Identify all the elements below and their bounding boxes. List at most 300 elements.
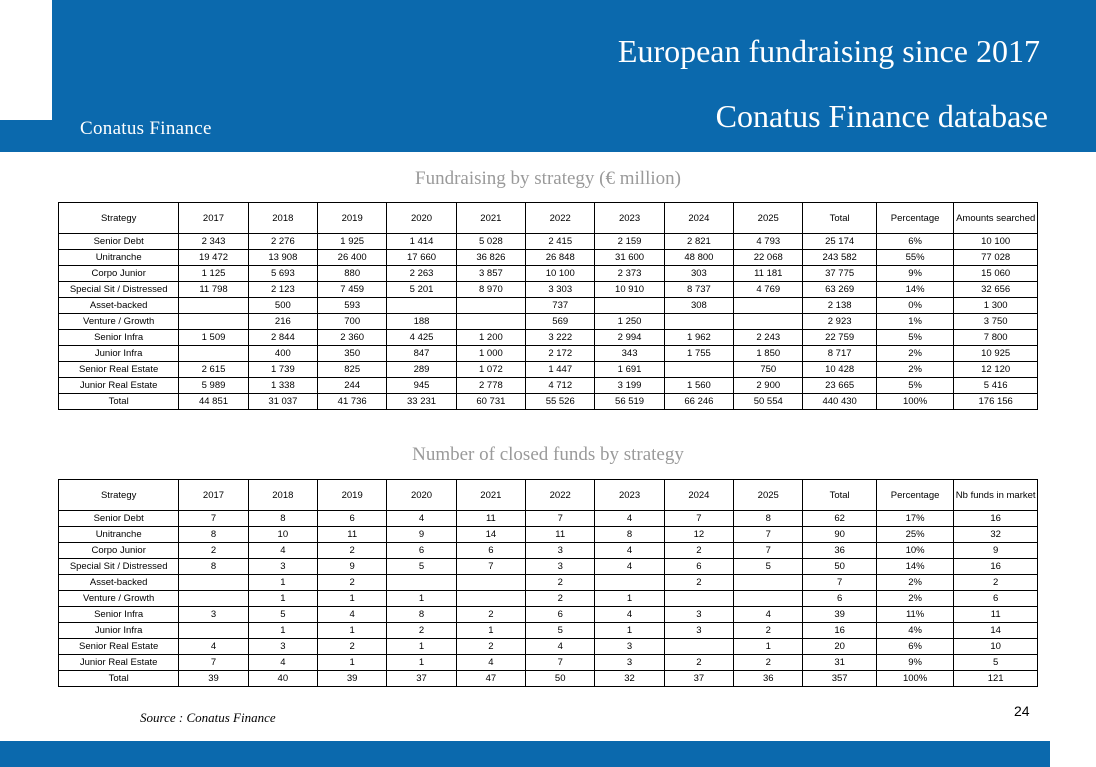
table-cell: [456, 314, 525, 330]
table-cell: 36: [803, 543, 876, 559]
table-cell: [664, 362, 733, 378]
table-cell: [664, 591, 733, 607]
table-cell: 700: [318, 314, 387, 330]
table-cell: 216: [248, 314, 317, 330]
table-cell: 569: [526, 314, 595, 330]
table-cell: 39: [318, 671, 387, 687]
table-cell: 3: [248, 639, 317, 655]
table-cell: 48 800: [664, 250, 733, 266]
table-cell: 1 338: [248, 378, 317, 394]
table-cell: 1 560: [664, 378, 733, 394]
row-header-cell: Venture / Growth: [59, 314, 179, 330]
table-cell: 2 994: [595, 330, 664, 346]
table-cell: 10 428: [803, 362, 876, 378]
table-cell: 2 415: [526, 234, 595, 250]
page-number: 24: [1014, 703, 1030, 719]
table-cell: 25%: [876, 527, 954, 543]
table-cell: 2 923: [803, 314, 876, 330]
table-cell: 26 848: [526, 250, 595, 266]
table-cell: 2: [526, 575, 595, 591]
table-cell: 11: [456, 511, 525, 527]
table-cell: 22 068: [734, 250, 803, 266]
table-cell: 2 343: [179, 234, 248, 250]
table-cell: 7: [803, 575, 876, 591]
table-cell: 50 554: [734, 394, 803, 410]
table-cell: 55 526: [526, 394, 595, 410]
column-header: 2020: [387, 480, 456, 511]
table-cell: 37: [387, 671, 456, 687]
table-cell: 8: [734, 511, 803, 527]
table-cell: 9: [387, 527, 456, 543]
table-cell: 41 736: [318, 394, 387, 410]
table-cell: 6%: [876, 234, 954, 250]
table-cell: 2 243: [734, 330, 803, 346]
table-row: [59, 346, 1038, 362]
row-header-cell: Corpo Junior: [59, 543, 179, 559]
fundraising-by-strategy-table: [58, 202, 1038, 410]
column-header: Strategy: [59, 480, 179, 511]
column-header: Percentage: [876, 203, 954, 234]
table-cell: 32: [595, 671, 664, 687]
row-header-cell: Senior Real Estate: [59, 639, 179, 655]
table-cell: 5: [387, 559, 456, 575]
table-cell: 6: [954, 591, 1038, 607]
row-header-cell: Junior Infra: [59, 346, 179, 362]
table-row: [59, 266, 1038, 282]
table-cell: 50: [526, 671, 595, 687]
table-cell: 5%: [876, 378, 954, 394]
table-cell: 10: [248, 527, 317, 543]
table-row: [59, 527, 1038, 543]
row-header-cell: Asset-backed: [59, 575, 179, 591]
row-header-cell: Total: [59, 671, 179, 687]
table-cell: [456, 591, 525, 607]
table-cell: 1: [318, 623, 387, 639]
table-row: [59, 282, 1038, 298]
table-row: [59, 314, 1038, 330]
table-cell: 20: [803, 639, 876, 655]
table-cell: 500: [248, 298, 317, 314]
table-cell: 2 172: [526, 346, 595, 362]
table-cell: 16: [803, 623, 876, 639]
table-cell: [387, 575, 456, 591]
table-cell: 3 857: [456, 266, 525, 282]
table-cell: 1 000: [456, 346, 525, 362]
table-cell: 8 737: [664, 282, 733, 298]
table-cell: 17%: [876, 511, 954, 527]
table-cell: 4: [595, 511, 664, 527]
table-cell: 26 400: [318, 250, 387, 266]
table-cell: 3: [595, 639, 664, 655]
row-header-cell: Senior Infra: [59, 607, 179, 623]
table-cell: 9: [318, 559, 387, 575]
table-cell: 5 416: [954, 378, 1038, 394]
column-header: Percentage: [876, 480, 954, 511]
table-cell: 11: [954, 607, 1038, 623]
table-cell: 5 693: [248, 266, 317, 282]
table-cell: 1: [387, 591, 456, 607]
row-header-cell: Senior Real Estate: [59, 362, 179, 378]
column-header: 2017: [179, 203, 248, 234]
table-cell: 1: [318, 591, 387, 607]
table-cell: 1: [387, 655, 456, 671]
table-cell: 7: [526, 655, 595, 671]
table-cell: 1 962: [664, 330, 733, 346]
table-cell: [179, 623, 248, 639]
table-cell: 3: [664, 623, 733, 639]
row-header-cell: Senior Debt: [59, 234, 179, 250]
table-cell: 2%: [876, 591, 954, 607]
table-row: [59, 543, 1038, 559]
table-cell: 243 582: [803, 250, 876, 266]
table-cell: 1 300: [954, 298, 1038, 314]
table-cell: 289: [387, 362, 456, 378]
table-cell: 1 200: [456, 330, 525, 346]
table-cell: 1: [318, 655, 387, 671]
table-cell: 4: [595, 607, 664, 623]
table-cell: 1 072: [456, 362, 525, 378]
table-cell: 31: [803, 655, 876, 671]
table-cell: 3: [595, 655, 664, 671]
table-cell: 4: [179, 639, 248, 655]
table-cell: 9%: [876, 655, 954, 671]
table-cell: 25 174: [803, 234, 876, 250]
table-cell: 5 028: [456, 234, 525, 250]
table-cell: 1 509: [179, 330, 248, 346]
table-cell: 10: [954, 639, 1038, 655]
table-cell: 2: [734, 623, 803, 639]
column-header: 2022: [526, 480, 595, 511]
row-header-cell: Unitranche: [59, 527, 179, 543]
table-cell: 2: [179, 543, 248, 559]
table-cell: 7: [734, 527, 803, 543]
table-cell: 750: [734, 362, 803, 378]
table-cell: 50: [803, 559, 876, 575]
table-cell: 8: [179, 527, 248, 543]
table-cell: 7 459: [318, 282, 387, 298]
table-cell: 5: [526, 623, 595, 639]
table-cell: 6%: [876, 639, 954, 655]
table-cell: 4: [526, 639, 595, 655]
footer-right-notch: [1050, 741, 1096, 767]
table-row: [59, 607, 1038, 623]
table-cell: 62: [803, 511, 876, 527]
column-header: 2020: [387, 203, 456, 234]
table-cell: 77 028: [954, 250, 1038, 266]
table-cell: [595, 298, 664, 314]
table-cell: [595, 575, 664, 591]
table-cell: 0%: [876, 298, 954, 314]
table-cell: 188: [387, 314, 456, 330]
table-cell: 1: [734, 639, 803, 655]
table-cell: 2: [526, 591, 595, 607]
table-cell: 2 615: [179, 362, 248, 378]
table-cell: 4 793: [734, 234, 803, 250]
table-cell: 1: [248, 591, 317, 607]
column-header: 2018: [248, 203, 317, 234]
table-cell: 5 201: [387, 282, 456, 298]
table-cell: 4: [248, 543, 317, 559]
table-cell: 1 414: [387, 234, 456, 250]
table-cell: 350: [318, 346, 387, 362]
table-cell: 1 739: [248, 362, 317, 378]
row-header-cell: Senior Debt: [59, 511, 179, 527]
table-cell: 32 656: [954, 282, 1038, 298]
table-cell: 244: [318, 378, 387, 394]
table-row: [59, 378, 1038, 394]
table-cell: 56 519: [595, 394, 664, 410]
table-cell: 6: [664, 559, 733, 575]
table-cell: [456, 298, 525, 314]
closed-funds-table-container: [58, 479, 1038, 687]
table-cell: 11 798: [179, 282, 248, 298]
table-cell: 36: [734, 671, 803, 687]
table-cell: 2 138: [803, 298, 876, 314]
table-cell: 37 775: [803, 266, 876, 282]
table-cell: 4 425: [387, 330, 456, 346]
table-cell: 33 231: [387, 394, 456, 410]
table-cell: 2: [734, 655, 803, 671]
source-note: Source : Conatus Finance: [140, 710, 276, 725]
table-cell: 7: [526, 511, 595, 527]
table-cell: 3: [248, 559, 317, 575]
table-cell: 5 989: [179, 378, 248, 394]
table-body: [59, 234, 1038, 410]
table-cell: 4: [318, 607, 387, 623]
table-cell: 2%: [876, 362, 954, 378]
column-header: 2019: [318, 480, 387, 511]
table-cell: 14: [456, 527, 525, 543]
column-header: 2025: [734, 480, 803, 511]
column-header: 2018: [248, 480, 317, 511]
table-cell: 3: [664, 607, 733, 623]
table-cell: [456, 575, 525, 591]
table-cell: [387, 298, 456, 314]
table-cell: 11%: [876, 607, 954, 623]
column-header: 2024: [664, 480, 733, 511]
table-cell: 63 269: [803, 282, 876, 298]
table-cell: 31 037: [248, 394, 317, 410]
table-cell: 847: [387, 346, 456, 362]
column-header: Total: [803, 203, 876, 234]
table-cell: 8: [387, 607, 456, 623]
table-cell: 40: [248, 671, 317, 687]
table-row: [59, 330, 1038, 346]
table-cell: 37: [664, 671, 733, 687]
column-header: 2019: [318, 203, 387, 234]
table-cell: 1 691: [595, 362, 664, 378]
table-cell: 16: [954, 511, 1038, 527]
column-header: Total: [803, 480, 876, 511]
footer-band: [0, 741, 1096, 767]
table-cell: 2%: [876, 575, 954, 591]
table-cell: 1 850: [734, 346, 803, 362]
table-row: [59, 362, 1038, 378]
row-header-cell: Senior Infra: [59, 330, 179, 346]
table-cell: 7: [664, 511, 733, 527]
column-header: Nb funds in market: [954, 480, 1038, 511]
table-cell: 6: [456, 543, 525, 559]
table-cell: 3 750: [954, 314, 1038, 330]
table-cell: 2 360: [318, 330, 387, 346]
table-cell: 31 600: [595, 250, 664, 266]
table-cell: 2 276: [248, 234, 317, 250]
table-cell: 36 826: [456, 250, 525, 266]
table-row: [59, 639, 1038, 655]
table-cell: 7: [734, 543, 803, 559]
table-cell: 13 908: [248, 250, 317, 266]
table-cell: 1 447: [526, 362, 595, 378]
table-cell: 11: [526, 527, 595, 543]
table-header-row: [59, 480, 1038, 511]
table-row: [59, 559, 1038, 575]
table-cell: 3 199: [595, 378, 664, 394]
table-cell: 2%: [876, 346, 954, 362]
table-cell: 7 800: [954, 330, 1038, 346]
table-cell: 23 665: [803, 378, 876, 394]
table-cell: 303: [664, 266, 733, 282]
table-cell: 4: [595, 559, 664, 575]
table-cell: 1: [387, 639, 456, 655]
table-cell: 4: [456, 655, 525, 671]
table-cell: 14%: [876, 559, 954, 575]
table-cell: 593: [318, 298, 387, 314]
table-cell: [179, 298, 248, 314]
table-cell: 737: [526, 298, 595, 314]
table-cell: 5%: [876, 330, 954, 346]
table-cell: [664, 639, 733, 655]
table-cell: 7: [179, 511, 248, 527]
table-cell: 2: [318, 639, 387, 655]
table-cell: 1: [595, 623, 664, 639]
table-cell: 2 821: [664, 234, 733, 250]
table-cell: 2: [664, 655, 733, 671]
table-cell: 14%: [876, 282, 954, 298]
fundraising-table-container: [58, 202, 1038, 410]
table-row: [59, 234, 1038, 250]
table-row: [59, 298, 1038, 314]
table-cell: 3: [179, 607, 248, 623]
table-cell: 4: [387, 511, 456, 527]
section-caption-closed-funds: Number of closed funds by strategy: [412, 444, 684, 465]
table-cell: 2: [664, 543, 733, 559]
table-cell: 825: [318, 362, 387, 378]
table-cell: 7: [179, 655, 248, 671]
table-cell: [179, 591, 248, 607]
table-cell: 4: [595, 543, 664, 559]
table-cell: 2: [456, 607, 525, 623]
row-header-cell: Junior Infra: [59, 623, 179, 639]
table-cell: 945: [387, 378, 456, 394]
table-cell: [734, 314, 803, 330]
table-cell: [664, 314, 733, 330]
table-cell: 1 250: [595, 314, 664, 330]
table-cell: 100%: [876, 671, 954, 687]
table-cell: 1 925: [318, 234, 387, 250]
table-cell: 55%: [876, 250, 954, 266]
header-left-notch: [0, 0, 52, 120]
table-cell: 10 100: [526, 266, 595, 282]
table-cell: 14: [954, 623, 1038, 639]
column-header: 2021: [456, 203, 525, 234]
table-cell: 1 125: [179, 266, 248, 282]
table-cell: 47: [456, 671, 525, 687]
table-cell: 60 731: [456, 394, 525, 410]
table-cell: 3: [526, 559, 595, 575]
table-cell: 2: [664, 575, 733, 591]
table-cell: 44 851: [179, 394, 248, 410]
table-cell: 5: [734, 559, 803, 575]
table-cell: 357: [803, 671, 876, 687]
table-cell: 11: [318, 527, 387, 543]
page-title-line2: Conatus Finance database: [715, 98, 1048, 134]
table-cell: 3: [526, 543, 595, 559]
table-cell: 8: [179, 559, 248, 575]
table-cell: 5: [248, 607, 317, 623]
table-cell: 6: [526, 607, 595, 623]
table-row: [59, 250, 1038, 266]
table-cell: 4 769: [734, 282, 803, 298]
row-header-cell: Corpo Junior: [59, 266, 179, 282]
table-cell: 10%: [876, 543, 954, 559]
table-cell: 5: [954, 655, 1038, 671]
table-cell: 4%: [876, 623, 954, 639]
table-cell: 121: [954, 671, 1038, 687]
table-cell: 2 373: [595, 266, 664, 282]
table-row: [59, 591, 1038, 607]
table-cell: 1%: [876, 314, 954, 330]
table-cell: 1 755: [664, 346, 733, 362]
row-header-cell: Junior Real Estate: [59, 378, 179, 394]
table-cell: [179, 346, 248, 362]
column-header: 2025: [734, 203, 803, 234]
row-header-cell: Junior Real Estate: [59, 655, 179, 671]
table-cell: 11 181: [734, 266, 803, 282]
column-header: 2022: [526, 203, 595, 234]
table-cell: 19 472: [179, 250, 248, 266]
table-row: [59, 511, 1038, 527]
table-cell: 4: [734, 607, 803, 623]
table-cell: 10 925: [954, 346, 1038, 362]
table-cell: [734, 298, 803, 314]
table-cell: 6: [387, 543, 456, 559]
table-cell: 4: [248, 655, 317, 671]
table-cell: 8: [595, 527, 664, 543]
table-cell: 400: [248, 346, 317, 362]
column-header: 2023: [595, 480, 664, 511]
section-caption-fundraising: Fundraising by strategy (€ million): [415, 168, 681, 189]
table-cell: 6: [803, 591, 876, 607]
table-cell: 2 263: [387, 266, 456, 282]
table-cell: [179, 314, 248, 330]
table-cell: 1: [248, 575, 317, 591]
table-cell: 9%: [876, 266, 954, 282]
table-cell: 2: [318, 575, 387, 591]
table-cell: 9: [954, 543, 1038, 559]
table-row: [59, 575, 1038, 591]
table-row: [59, 623, 1038, 639]
table-total-row: [59, 394, 1038, 410]
table-cell: 22 759: [803, 330, 876, 346]
brand-label: Conatus Finance: [80, 118, 212, 139]
table-cell: 176 156: [954, 394, 1038, 410]
table-cell: 39: [803, 607, 876, 623]
table-cell: 66 246: [664, 394, 733, 410]
row-header-cell: Unitranche: [59, 250, 179, 266]
table-cell: 308: [664, 298, 733, 314]
table-cell: 10 100: [954, 234, 1038, 250]
table-cell: 8 717: [803, 346, 876, 362]
